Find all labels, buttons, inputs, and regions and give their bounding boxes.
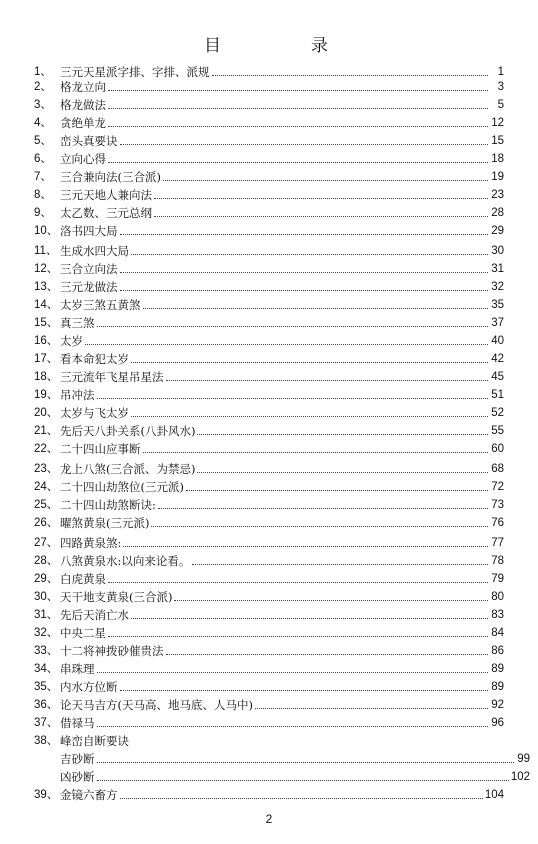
toc-entry-page: 78 <box>491 555 504 567</box>
toc-entry-number: 10、 <box>34 225 59 237</box>
toc-entry-number: 34、 <box>34 663 59 675</box>
toc-entry-page: 99 <box>517 753 530 765</box>
dot-leader <box>120 797 483 799</box>
toc-entry-number: 39、 <box>34 789 59 801</box>
toc-entry-page: 18 <box>491 153 504 165</box>
toc-entry-number: 15、 <box>34 317 59 329</box>
toc-entry-title: 三元天地人兼向法 <box>60 188 152 202</box>
toc-entry <box>34 679 504 695</box>
toc-entry-title: 白虎黄泉 <box>60 572 106 586</box>
toc-entry <box>34 751 530 767</box>
toc-entry <box>34 169 504 185</box>
dot-leader <box>158 507 488 509</box>
dot-leader <box>120 689 489 691</box>
toc-entry-title: 太岁三煞五黄煞 <box>60 298 141 312</box>
toc-entry-page: 73 <box>491 499 504 511</box>
toc-entry-page: 32 <box>491 281 504 293</box>
toc-entry-title: 吊冲法 <box>60 388 95 402</box>
toc-entry <box>34 243 504 259</box>
toc-entry-number: 5、 <box>34 135 52 147</box>
dot-leader <box>120 143 489 145</box>
title-char-2: 录 <box>311 36 328 56</box>
dot-leader <box>143 307 489 309</box>
toc-entry-number: 7、 <box>34 171 52 183</box>
toc-entry-page: 45 <box>491 371 504 383</box>
toc-entry-page: 86 <box>491 645 504 657</box>
toc-entry-title: 内水方位断 <box>60 680 118 694</box>
toc-entry-page: 55 <box>491 425 504 437</box>
toc-entry-title: 中央二星 <box>60 626 106 640</box>
toc-entry-title: 贪绝单龙 <box>60 116 106 130</box>
toc-entry-title: 金镜六畜方 <box>60 788 118 802</box>
toc-entry-page: 29 <box>491 225 504 237</box>
toc-entry-title: 洛书四大局 <box>60 224 118 238</box>
toc-entry-title: 三元流年飞星吊星法 <box>60 370 164 384</box>
toc-entry <box>34 661 504 677</box>
dot-leader <box>131 253 488 255</box>
toc-entry-title: 太乙数、三元总纲 <box>60 206 152 220</box>
toc-entry-title: 二十四山劫煞位(三元派) <box>60 480 184 494</box>
toc-entry-title: 三合立向法 <box>60 262 118 276</box>
toc-entry-title: 三元龙做法 <box>60 280 118 294</box>
toc-entry <box>34 441 504 457</box>
toc-entry <box>34 607 504 623</box>
toc-entry-number: 33、 <box>34 645 59 657</box>
toc-entry-page: 37 <box>491 317 504 329</box>
toc-entry <box>34 315 504 331</box>
toc-entry-number: 35、 <box>34 681 59 693</box>
toc-entry-title: 太岁 <box>60 334 83 348</box>
toc-entry-title: 立向心得 <box>60 152 106 166</box>
toc-entry-title: 天干地支黄泉(三合派) <box>60 590 173 604</box>
toc-entry-page: 15 <box>491 135 504 147</box>
toc-entry-title: 先后天八卦关系(八卦风水) <box>60 424 196 438</box>
toc-entry-page: 102 <box>510 771 530 783</box>
toc-entry-number: 1、 <box>34 66 52 78</box>
toc-entry-title: 二十四山应事断 <box>60 442 141 456</box>
dot-leader <box>131 617 488 619</box>
toc-entry-title: 串珠理 <box>60 662 95 676</box>
dot-leader <box>131 361 488 363</box>
toc-entry-number: 28、 <box>34 555 59 567</box>
toc-entry-title: 格龙立向 <box>60 80 106 94</box>
toc-entry-number: 31、 <box>34 609 59 621</box>
toc-entry-page: 80 <box>491 591 504 603</box>
toc-entry <box>34 151 504 167</box>
dot-leader <box>120 233 489 235</box>
toc-entry <box>34 515 504 531</box>
toc-entry-number: 11、 <box>34 245 58 257</box>
toc-entry-number: 14、 <box>34 299 59 311</box>
toc-entry <box>34 115 504 131</box>
toc-entry-number: 3、 <box>34 99 52 111</box>
toc-entry <box>34 97 504 113</box>
toc-entry <box>34 405 504 421</box>
toc-entry-number: 27、 <box>34 537 59 549</box>
toc-entry <box>34 715 504 731</box>
toc-entry <box>34 461 504 477</box>
toc-entry <box>34 333 504 349</box>
toc-entry-page: 89 <box>491 681 504 693</box>
toc-entry <box>34 479 504 495</box>
dot-leader <box>120 289 489 291</box>
toc-entry <box>34 769 530 785</box>
toc-entry-number: 30、 <box>34 591 59 603</box>
dot-leader <box>186 489 488 491</box>
toc-entry-title: 龙上八煞(三合派、为禁忌) <box>60 462 196 476</box>
toc-entry-number: 25、 <box>34 499 59 511</box>
dot-leader <box>97 761 515 763</box>
toc-entry-title: 二十四山劫煞断诀: <box>60 498 156 512</box>
toc-entry-title: 格龙做法 <box>60 98 106 112</box>
dot-leader <box>85 343 488 345</box>
toc-entry <box>34 625 504 641</box>
dot-leader <box>154 215 488 217</box>
dot-leader <box>108 161 488 163</box>
page-title <box>0 31 538 56</box>
toc-entry <box>34 643 504 659</box>
toc-entry-page: 23 <box>491 189 504 201</box>
toc-entry-number: 38、 <box>34 735 59 747</box>
dot-leader <box>108 581 488 583</box>
toc-entry-number: 12、 <box>34 263 59 275</box>
toc-entry-page: 42 <box>491 353 504 365</box>
toc-entry-page: 79 <box>491 573 504 585</box>
toc-entry-title: 吉砂断 <box>60 752 95 766</box>
toc-entry <box>34 589 504 605</box>
dot-leader <box>97 725 489 727</box>
toc-entry-page: 31 <box>491 263 504 275</box>
dot-leader <box>166 653 489 655</box>
toc-entry-number: 22、 <box>34 443 59 455</box>
toc-entry <box>34 697 504 713</box>
toc-entry-page: 5 <box>497 99 504 111</box>
toc-entry <box>34 369 504 385</box>
dot-leader <box>123 545 488 547</box>
toc-entry-page: 92 <box>491 699 504 711</box>
toc-entry <box>34 79 504 95</box>
dot-leader <box>143 451 489 453</box>
dot-leader <box>192 563 488 565</box>
toc-entry-title: 峦头真要诀 <box>60 134 118 148</box>
toc-entry-page: 60 <box>491 443 504 455</box>
dot-leader <box>197 471 488 473</box>
toc-entry-number: 6、 <box>34 153 52 165</box>
toc-entry-number: 21、 <box>34 425 59 437</box>
toc-entry-title: 四路黄泉煞: <box>60 536 122 550</box>
toc-entry-number: 26、 <box>34 517 59 529</box>
toc-entry-number: 2、 <box>34 81 52 93</box>
toc-entry-page: 19 <box>491 171 504 183</box>
toc-entry-page: 104 <box>484 789 504 801</box>
toc-entry <box>34 187 504 203</box>
toc-entry-page: 83 <box>491 609 504 621</box>
title-char-1: 目 <box>204 36 221 56</box>
toc-entry-number: 9、 <box>34 207 52 219</box>
toc-entry <box>34 133 504 149</box>
dot-leader <box>163 179 488 181</box>
toc-entry-title: 借禄马 <box>60 716 95 730</box>
toc-entry <box>34 387 504 403</box>
toc-entry-page: 40 <box>491 335 504 347</box>
dot-leader <box>97 779 509 781</box>
toc-entry <box>34 351 504 367</box>
dot-leader <box>97 325 489 327</box>
dot-leader <box>108 107 488 109</box>
toc-entry-number: 13、 <box>34 281 59 293</box>
toc-entry-title: 曜煞黄泉(三元派) <box>60 516 150 530</box>
toc-entry <box>34 205 504 221</box>
toc-entry-title: 峰峦自断要诀 <box>60 734 129 748</box>
toc-entry <box>34 733 504 749</box>
toc-entry-page: 1 <box>497 66 504 78</box>
dot-leader <box>212 74 489 76</box>
toc-entry-page: 28 <box>491 207 504 219</box>
toc-entry-number: 18、 <box>34 371 59 383</box>
dot-leader <box>197 433 488 435</box>
toc-entry-number: 4、 <box>34 117 52 129</box>
toc-entry <box>34 497 504 513</box>
toc-entry-page: 51 <box>491 389 504 401</box>
dot-leader <box>131 415 488 417</box>
dot-leader <box>166 379 489 381</box>
toc-entry <box>34 535 504 551</box>
toc-entry-page: 89 <box>491 663 504 675</box>
dot-leader <box>108 89 488 91</box>
toc-entry <box>34 279 504 295</box>
toc-entry-title: 先后天消亡水 <box>60 608 129 622</box>
toc-entry-page: 3 <box>497 81 504 93</box>
toc-entry-page: 76 <box>491 517 504 529</box>
page-number: 2 <box>265 812 273 826</box>
toc-entry-page: 72 <box>491 481 504 493</box>
dot-leader <box>108 125 488 127</box>
toc-entry-number: 23、 <box>34 463 59 475</box>
toc-entry-number: 16、 <box>34 335 59 347</box>
dot-leader <box>255 707 488 709</box>
toc-entry <box>34 553 504 569</box>
toc-entry-number: 37、 <box>34 717 59 729</box>
toc-entry-number: 29、 <box>34 573 59 585</box>
toc-entry <box>34 261 504 277</box>
toc-entry <box>34 571 504 587</box>
dot-leader <box>108 635 488 637</box>
toc-entry-page: 35 <box>491 299 504 311</box>
toc-entry-page: 68 <box>491 463 504 475</box>
toc-entry-title: 看本命犯太岁 <box>60 352 129 366</box>
dot-leader <box>97 397 489 399</box>
toc-entry-number: 8、 <box>34 189 52 201</box>
toc-entry-title: 真三煞 <box>60 316 95 330</box>
toc-entry-page: 77 <box>491 537 504 549</box>
toc-entry-page: 12 <box>491 117 504 129</box>
toc-entry-number: 32、 <box>34 627 59 639</box>
toc-entry <box>34 223 504 239</box>
toc-entry-title: 论天马吉方(天马高、地马底、人马中) <box>60 698 253 712</box>
toc-entry <box>34 297 504 313</box>
toc-entry-page: 84 <box>491 627 504 639</box>
toc-entry-title: 三合兼向法(三合派) <box>60 170 161 184</box>
toc-entry-title: 凶砂断 <box>60 770 95 784</box>
dot-leader <box>174 599 488 601</box>
toc-entry-title: 三元天星派字排、字排、派规 <box>60 65 210 79</box>
toc-entry-number: 36、 <box>34 699 59 711</box>
toc-entry-title: 生成水四大局 <box>60 244 129 258</box>
toc-entry-number: 24、 <box>34 481 59 493</box>
toc-entry-number: 20、 <box>34 407 59 419</box>
toc-entry-page: 30 <box>491 245 504 257</box>
toc-entry-title: 八煞黄泉水:以向来论看。 <box>60 554 191 568</box>
dot-leader <box>120 271 489 273</box>
toc-entry-title: 十二将神拨砂催贵法 <box>60 644 164 658</box>
toc-entry <box>34 423 504 439</box>
dot-leader <box>151 525 488 527</box>
toc-entry-page: 96 <box>491 717 504 729</box>
toc-entry-number: 19、 <box>34 389 59 401</box>
toc-entry-number: 17、 <box>34 353 59 365</box>
dot-leader <box>154 197 488 199</box>
dot-leader <box>97 671 489 673</box>
toc-entry-page: 52 <box>491 407 504 419</box>
toc-entry-title: 太岁与飞太岁 <box>60 406 129 420</box>
toc-entry <box>34 64 504 80</box>
toc-entry <box>34 787 504 803</box>
